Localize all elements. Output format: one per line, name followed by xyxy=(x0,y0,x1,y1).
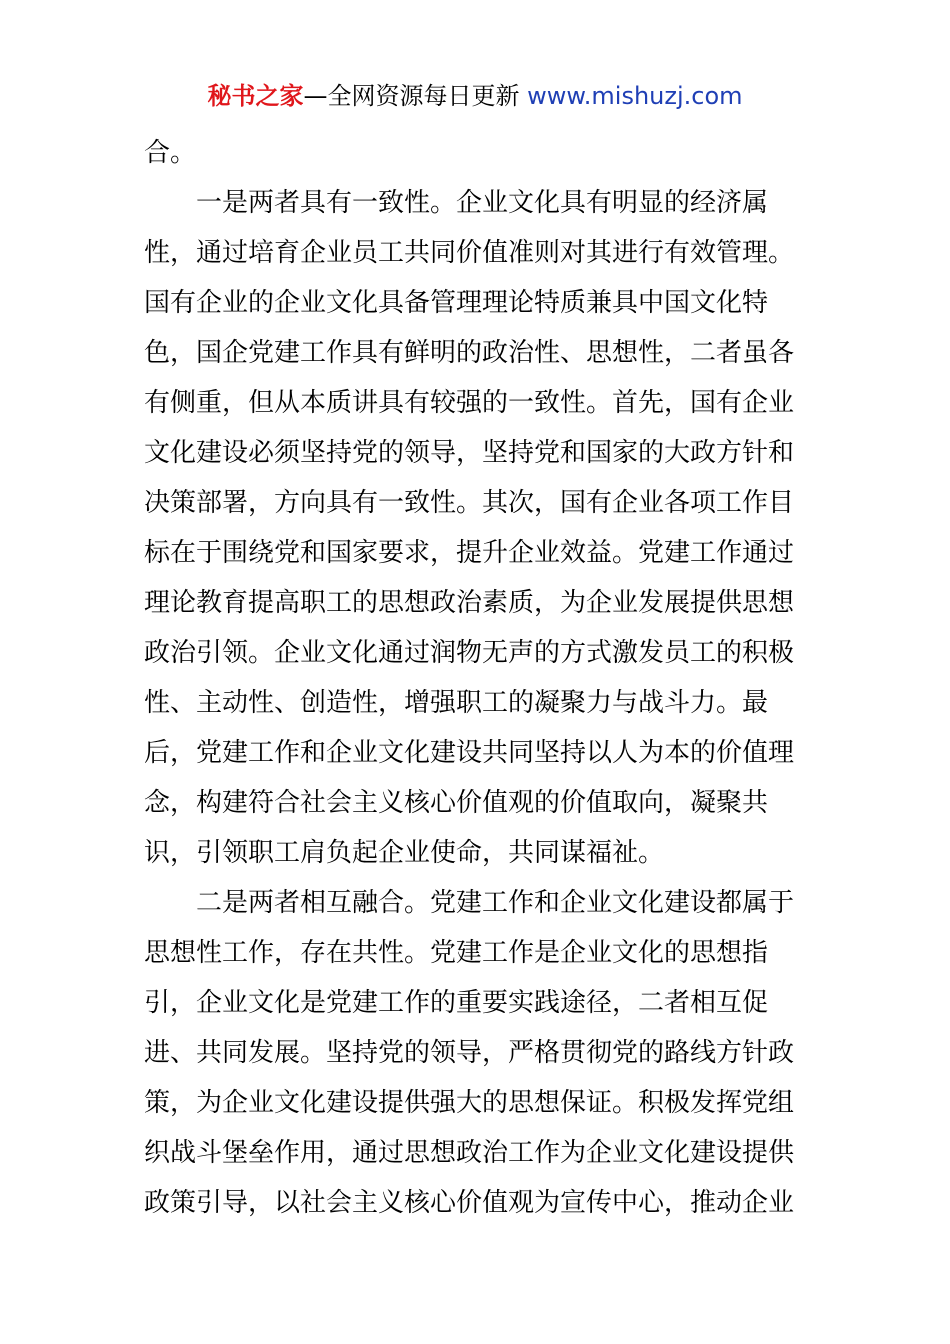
text-line: 合。 xyxy=(144,138,197,168)
text-line: 性，通过培育企业员工共同价值准则对其进行有效管理。 xyxy=(144,238,795,268)
text-line: 识，引领职工肩负起企业使命，共同谋福祉。 xyxy=(144,838,665,868)
text-line: 后，党建工作和企业文化建设共同坚持以人为本的价值理 xyxy=(144,738,795,768)
text-line: 国有企业的企业文化具备管理理论特质兼具中国文化特 xyxy=(144,288,769,318)
text-line: 念，构建符合社会主义核心价值观的价值取向，凝聚共 xyxy=(144,788,769,818)
text-line: 决策部署，方向具有一致性。其次，国有企业各项工作目 xyxy=(144,488,795,518)
paragraph-start-line: 二是两者相互融合。党建工作和企业文化建设都属于 xyxy=(196,888,795,918)
site-header xyxy=(0,80,950,112)
text-line: 有侧重，但从本质讲具有较强的一致性。首先，国有企业 xyxy=(144,388,795,418)
site-url-link[interactable]: www.mishuzj.com xyxy=(527,82,743,110)
text-line: 文化建设必须坚持党的领导，坚持党和国家的大政方针和 xyxy=(144,438,795,468)
text-line: 色，国企党建工作具有鲜明的政治性、思想性，二者虽各 xyxy=(144,338,795,368)
text-line: 引，企业文化是党建工作的重要实践途径，二者相互促 xyxy=(144,988,769,1018)
text-line: 织战斗堡垒作用，通过思想政治工作为企业文化建设提供 xyxy=(144,1138,795,1168)
text-line: 策，为企业文化建设提供强大的思想保证。积极发挥党组 xyxy=(144,1088,795,1118)
site-brand: 秘书之家 xyxy=(207,82,304,110)
text-line: 思想性工作，存在共性。党建工作是企业文化的思想指 xyxy=(144,938,769,968)
text-line: 理论教育提高职工的思想政治素质，为企业发展提供思想 xyxy=(144,588,795,618)
text-line: 政治引领。企业文化通过润物无声的方式激发员工的积极 xyxy=(144,638,795,668)
text-line: 政策引导，以社会主义核心价值观为宣传中心，推动企业 xyxy=(144,1188,795,1218)
paragraph-start-line: 一是两者具有一致性。企业文化具有明显的经济属 xyxy=(196,188,769,218)
text-line: 进、共同发展。坚持党的领导，严格贯彻党的路线方针政 xyxy=(144,1038,795,1068)
text-line: 标在于围绕党和国家要求，提升企业效益。党建工作通过 xyxy=(144,538,795,568)
site-tagline: —全网资源每日更新 xyxy=(303,82,528,110)
document-body xyxy=(144,128,808,1228)
text-line: 性、主动性、创造性，增强职工的凝聚力与战斗力。最 xyxy=(144,688,769,718)
